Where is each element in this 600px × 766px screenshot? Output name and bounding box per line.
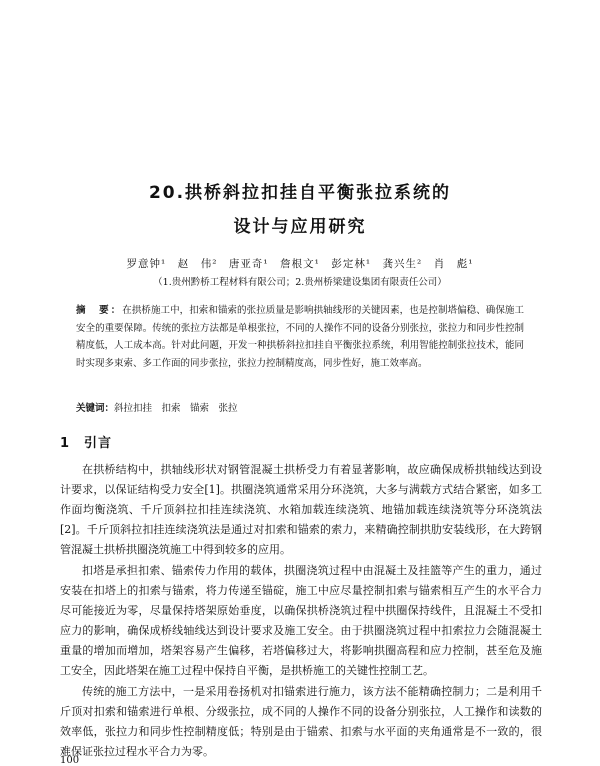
abstract-label: 摘 要： (76, 305, 123, 316)
title-line-2: 设计与应用研究 (233, 217, 367, 237)
abstract (76, 302, 524, 372)
page-number: 100 (60, 755, 80, 766)
keywords (76, 401, 524, 417)
paragraph-1: 在拱桥结构中，拱轴线形状对钢管混凝土拱桥受力有着显著影响，故应确保成桥拱轴线达到设计要求，以保证结构受力安全[1]。拱圈浇筑通常采用分环浇筑，大多与满载方式结合紧密，如多工作面均衡浇筑、千斤顶斜拉扣挂连续浇筑、水箱加载连续浇筑、地锚加载连续浇筑等分环浇筑法[2]。千斤顶斜拉扣挂连续浇筑法是通过对扣索和锚索的索力，来精确控制拱肋安装线形，在大跨钢管混凝土拱桥拱圈浇筑施工中得到较多的应用。 (60, 463, 542, 556)
affiliation: （1.贵州黔桥工程材料有限公司；2.贵州桥梁建设集团有限责任公司） (153, 277, 447, 288)
paragraph-2: 扣塔是承担扣索、锚索传力作用的载体，拱圈浇筑过程中由混凝土及挂篮等产生的重力，通过安装在扣塔上的扣索与锚索，将力传递至锚碇，施工中应尽量控制扣索与锚索相互产生的水平合力尽可能接近为零，尽量保持塔架原始垂度，以确保拱桥浇筑过程中拱圈保持线件，且混凝土不受扣应力的影响，确保成桥线轴线达到设计要求及施工安全。由于拱圈浇筑过程中扣索拉力会随混凝土重量的增加而增加，塔架容易产生偏移，若塔偏移过大，将影响拱圈高程和应力控制，甚至危及施工安全，因此塔架在施工过程中保持自平衡，是拱桥施工的关键性控制工艺。 (60, 564, 542, 677)
section-heading-introduction: 1 引言 (60, 436, 113, 451)
body-text (60, 460, 542, 763)
abstract-text: 在拱桥施工中，扣索和锚索的张拉质量是影响拱轴线形的关键因素，也是控制塔偏稳、确保施工安全的重要保障。传统的张拉方法都是单根张拉，不同的人操作不同的设备分别张拉，张拉力和同步性控制精度低，人工成本高。针对此问题，开发一种拱桥斜拉扣挂自平衡张拉系统，利用智能控制张拉技术，能同时实现多束索、多工作面的同步张拉，张拉力控制精度高，同步性好，施工效率高。 (76, 305, 524, 369)
paragraph-3: 传统的施工方法中，一是采用卷扬机对扣锚索进行施力，该方法不能精确控制力；二是利用千斤顶对扣索和锚索进行单根、分级张拉，成不同的人操作不同的设备分别张拉，人工操作和读数的效率低，张拉力和同步性控制精度低；特别是由于锚索、扣索与水平面的夹角通常是不一致的，很难保证张拉过程水平合力为零。 (60, 685, 542, 758)
keywords-text: 斜拉扣挂 扣索 锚索 张拉 (114, 403, 238, 414)
keywords-label: 关键词： (76, 403, 115, 414)
authors: 罗意钟¹ 赵 伟² 唐亚奇¹ 詹根文¹ 彭定林¹ 龚兴生² 肖 彪¹ (126, 258, 474, 270)
title-line-1: 20.拱桥斜拉扣挂自平衡张拉系统的 (148, 183, 452, 203)
